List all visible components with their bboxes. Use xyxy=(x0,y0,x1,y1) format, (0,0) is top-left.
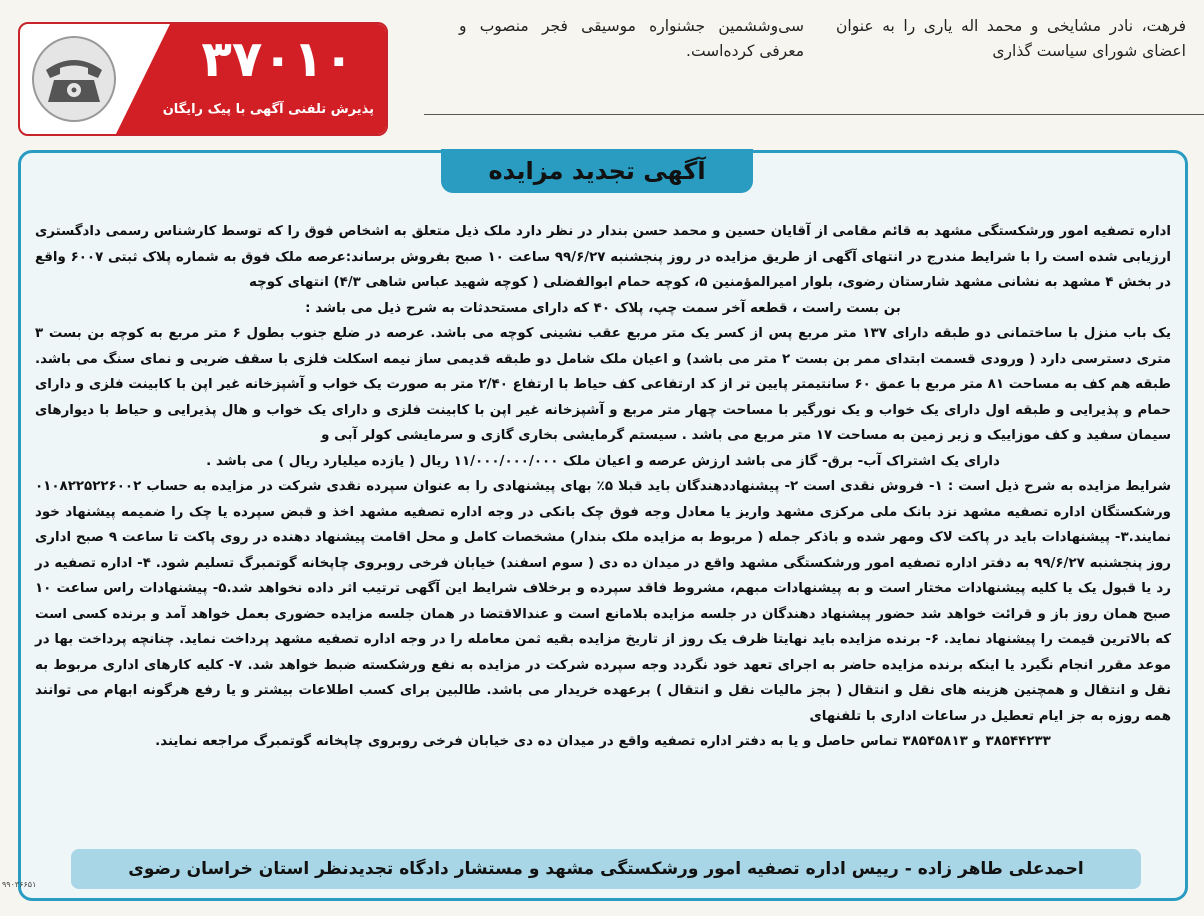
notice-paragraph-property-end: دارای یک اشتراک آب- برق- گاز می باشد ارزش عرصه و اعیان ملک ۱۱/۰۰۰/۰۰۰/۰۰۰ ریال ( یازده میلیارد ریال ) می باشد . xyxy=(206,453,1000,469)
notice-paragraph-intro-end: بن بست راست ، قطعه آخر سمت چپ، پلاک ۴۰ که دارای مستحدثات به شرح ذیل می باشد : xyxy=(305,300,901,316)
notice-paragraph-conditions: شرایط مزایده به شرح ذیل است : ۱- فروش نقدی است ۲- پیشنهاددهندگان باید قبلا ۵٪ بهای پیشنهادی را به عنوان سپرده نقدی شرکت در مزایده به حساب ۰۱۰۸۲۲۵۲۲۶۰۰۲ ورشکستگان اداره تصفیه مشهد نزد بانک ملی مرکزی مشهد واریز یا معادل وجه فوق چک بانکی در وجه اداره تصفیه مشهد اخذ و قبض سپرده یا چک را ضمیمه پیشنهاد خود نمایند.۳- پیشنهادات باید در پاکت لاک ومهر شده و باذکر جمله ( مربوط به مزایده ملک بندار) مشخصات کامل و محل اقامت پیشنهاد دهنده در روی پاکت تا ساعت ۹ صبح اداری روز پنجشنبه ۹۹/۶/۲۷ به دفتر اداره تصفیه امور ورشکستگی مشهد واقع در میدان ده دی ( سوم اسفند) خیابان فرخی روبروی چاپخانه گوتمبرگ تسلیم شود. ۴- اداره تصفیه در رد یا قبول یک یا کلیه پیشنهادات مختار است و به پیشنهادات مبهم، مشروط فاقد سپرده و برخلاف شرایط این آگهی ترتیب اثر داده نخواهد شد.۵- پیشنهادات راس ساعت ۱۰ صبح همان روز باز و قرائت خواهد شد حضور پیشنهاد دهندگان در جلسه مزایده بلامانع است و عندالاقتضا در همان جلسه مزایده حضوری بعمل خواهد آمد و برنده کسی است که بالاترین قیمت را پیشنهاد نماید. ۶- برنده مزایده باید نهایتا ظرف یک روز از تاریخ مزایده بقیه ثمن معامله را در وجه اداره تصفیه مشهد پرداخت نماید. چنانچه پرداخت بها در موعد مقرر انجام نگیرد یا اینکه برنده مزایده حاضر به اجرای تعهد خود نگردد وجه سپرده شرکت در مزایده به نفع ورشکسته ضبط خواهد شد. ۷- کلیه کارهای اداری مربوط به نقل و انتقال و همچنین هزینه های نقل و انتقال ( بجز مالیات نقل و انتقال ) برعهده خریدار می باشد. طالبین برای کسب اطلاعات بیشتر و یا رفع هرگونه ابهام می توانند همه روزه به جز ایام تعطیل در ساعات اداری با تلفنهای xyxy=(35,479,1172,724)
notice-paragraph-property: یک باب منزل با ساختمانی دو طبقه دارای ۱۳۷ متر مربع پس از کسر یک متر مربع عقب نشینی کوچه می باشد. عرصه در ضلع جنوب بطول ۶ متر مربع به کوچه بن بست ۳ متری دسترسی دارد ( ورودی قسمت ابتدای ممر بن بست ۲ متر می باشد) و اعیان ملک شامل دو طبقه قدیمی ساز نیمه اسکلت فلزی با سقف ضربی و نمای سنگ می باشد. طبقه هم کف به مساحت ۸۱ متر مربع با عمق ۶۰ سانتیمتر پایین تر از کد ارتفاعی کف حیاط با ارتفاع ۲/۴۰ متر به صورت یک خواب و آشپزخانه غیر اپن با کابینت فلزی و دارای حمام و پذیرایی و طبقه اول دارای یک خواب و یک نورگیر با مساحت چهار متر مربع و آشپزخانه غیر اپن با کابینت فلزی و دارای یک خواب و هال پذیرایی و حیاط با دیوارهای سیمان سفید و کف موزاییک و زیر زمین به مساحت ۱۷ متر مربع می باشد . سیستم گرمایشی بخاری گازی و سرمایشی کولر آبی و xyxy=(35,326,1172,443)
notice-paragraph-contact: ۳۸۵۴۴۲۳۳ و ۳۸۵۴۵۸۱۳ تماس حاصل و یا به دفتر اداره تصفیه واقع در میدان ده دی خیابان فرخی روبروی چاپخانه گوتمبرگ مراجعه نمایند. xyxy=(155,734,1051,749)
telephone-icon xyxy=(32,36,116,122)
ad-code: ۹۹۰۳۶۶۵۱ xyxy=(2,880,37,889)
news-column-left: سی‌وششمین جشنواره موسیقی فجر منصوب و معرفی کرده‌است. xyxy=(459,17,804,60)
notice-title: آگهی تجدید مزایده xyxy=(441,149,753,193)
phone-caption: پذیرش تلفنی آگهی با پیک رایگان xyxy=(162,102,374,117)
notice-signature: احمدعلی طاهر زاده - رییس اداره تصفیه امور ورشکستگی مشهد و مستشار دادگاه تجدیدنظر استان خراسان رضوی xyxy=(71,849,1141,889)
phone-number: ۳۷۰۱۰ xyxy=(201,30,354,88)
notice-body xyxy=(35,219,1171,755)
news-column-right: فرهت، نادر مشایخی و محمد اله یاری را به عنوان اعضای شورای سیاست گذاری xyxy=(836,17,1186,60)
notice-paragraph-intro: اداره تصفیه امور ورشکستگی مشهد به قائم مقامی از آقایان حسین و محمد حسن بندار در نظر دارد ملک ذیل متعلق به اشخاص فوق را که توسط کارشناس رسمی دادگستری ارزیابی شده است را با شرایط مندرج در انتهای آگهی از طریق مزایده در روز پنجشنبه ۹۹/۶/۲۷ ساعت ۱۰ صبح بفروش برساند:عرصه ملک فوق به شماره پلاک ثبتی ۶۰۰۷ واقع در بخش ۴ مشهد به نشانی مشهد شارستان رضوی، بلوار امیرالمؤمنین ۵، کوچه حمام ابوالفضلی ( کوچه شهید عباس شاهی ۴/۳) انتهای کوچه xyxy=(35,224,1171,290)
news-divider xyxy=(424,114,1204,115)
auction-notice xyxy=(18,150,1188,901)
news-section xyxy=(420,0,1204,118)
phone-ad-banner xyxy=(18,22,388,136)
